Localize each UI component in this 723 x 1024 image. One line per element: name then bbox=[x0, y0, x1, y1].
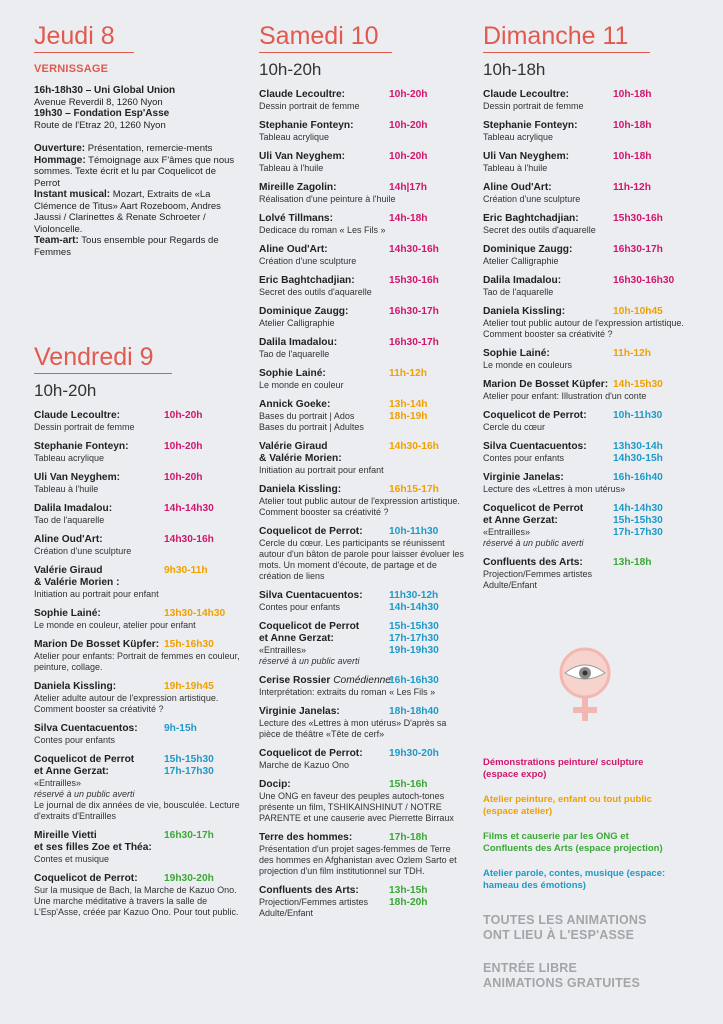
event-item bbox=[259, 337, 467, 360]
venue-2-address: Route de l'Etraz 20, 1260 Nyon bbox=[34, 119, 166, 131]
event-item bbox=[34, 472, 244, 495]
event-time: 14h-14h30 bbox=[613, 503, 663, 514]
event-time: 10h-10h45 bbox=[613, 306, 663, 317]
day-title-jeudi: Jeudi 8 bbox=[34, 22, 134, 53]
event-name: Mireille Vietti bbox=[34, 830, 97, 841]
event-name: Claude Lecoultre: bbox=[34, 410, 121, 421]
event-name-role: Comédienne: bbox=[330, 675, 394, 686]
event-name: Daniela Kissling: bbox=[34, 681, 117, 692]
ouverture-label: Ouverture: bbox=[34, 143, 86, 154]
event-time: 15h-16h bbox=[389, 779, 428, 790]
event-item bbox=[259, 885, 467, 919]
event-desc: Dessin portrait de femme bbox=[34, 422, 135, 432]
event-desc-i: réservé à un public averti bbox=[483, 538, 584, 548]
event-time: 14h|17h bbox=[389, 182, 427, 193]
hours-samedi: 10h-20h bbox=[259, 60, 322, 79]
event-desc: Le monde en couleur, atelier pour enfant bbox=[34, 620, 196, 630]
event-desc: Contes pour enfants bbox=[483, 453, 565, 463]
event-name: Aline Oud'Art: bbox=[483, 182, 552, 193]
event-name: Silva Cuentacuentos: bbox=[34, 723, 138, 734]
event-name: Dalila Imadalou: bbox=[259, 337, 338, 348]
event-time3: 17h-17h30 bbox=[613, 527, 663, 538]
event-item bbox=[34, 723, 244, 746]
event-time: 16h30-17h bbox=[389, 306, 439, 317]
event-time: 10h-20h bbox=[389, 120, 428, 131]
footer-location: TOUTES LES ANIMATIONS ONT LIEU À L'ESP'ASSE bbox=[483, 913, 647, 942]
event-name: Sophie Lainé: bbox=[259, 368, 326, 379]
event-item bbox=[483, 379, 693, 402]
event-item bbox=[483, 410, 693, 433]
day-title-samedi: Samedi 10 bbox=[259, 22, 392, 53]
event-desc-i: réservé à un public averti bbox=[259, 656, 360, 666]
event-time: 10h-11h30 bbox=[613, 410, 663, 421]
event-desc: Initiation au portrait pour enfant bbox=[259, 465, 384, 475]
event-item bbox=[259, 484, 467, 518]
event-name: Dominique Zaugg: bbox=[259, 306, 349, 317]
event-time: 10h-18h bbox=[613, 120, 652, 131]
event-item bbox=[34, 639, 244, 673]
event-item bbox=[259, 832, 467, 877]
event-time: 13h-15h bbox=[389, 885, 428, 896]
event-name: Docip: bbox=[259, 779, 291, 790]
event-time2: 17h-17h30 bbox=[389, 633, 439, 644]
instant-musical-label: Instant musical: bbox=[34, 189, 111, 200]
event-desc: Projection/Femmes artistes bbox=[483, 569, 593, 579]
vernissage-heading: VERNISSAGE bbox=[34, 63, 109, 75]
event-name: Claude Lecoultre: bbox=[483, 89, 570, 100]
event-name2: et Anne Gerzat: bbox=[483, 515, 558, 526]
event-time: 14h30-16h bbox=[389, 244, 439, 255]
event-item bbox=[34, 565, 244, 600]
legend-green: Films et causerie par les ONG et Confluents des Arts (espace projection) bbox=[483, 831, 663, 854]
event-desc: Interprétation: extraits du roman « Les Fils » bbox=[259, 687, 436, 697]
event-name: Coquelicot de Perrot bbox=[34, 754, 135, 765]
hours-dimanche: 10h-18h bbox=[483, 60, 546, 79]
event-name: Stephanie Fonteyn: bbox=[483, 120, 578, 131]
column-jeudi-vendredi bbox=[34, 0, 244, 917]
event-time: 15h-15h30 bbox=[164, 754, 214, 765]
event-desc: «Entrailles» bbox=[259, 645, 307, 655]
event-desc: Secret des outils d'aquarelle bbox=[483, 225, 596, 235]
event-name: Uli Van Neyghem: bbox=[483, 151, 570, 162]
event-time: 16h30-16h30 bbox=[613, 275, 675, 286]
event-item bbox=[259, 779, 467, 824]
event-desc: Initiation au portrait pour enfant bbox=[34, 589, 159, 599]
event-desc: Atelier adulte autour de l'expression artistique. Comment booster sa créativité ? bbox=[34, 693, 219, 714]
event-desc: Tableau à l'huile bbox=[259, 163, 324, 173]
event-item bbox=[483, 89, 693, 112]
event-desc: Création d'une sculpture bbox=[34, 546, 132, 556]
legend-blue: Atelier parole, contes, musique (espace: hameau des émotions) bbox=[483, 868, 666, 891]
event-time: 9h30-11h bbox=[164, 565, 208, 576]
venue-1-address: Avenue Reverdil 8, 1260 Nyon bbox=[34, 96, 163, 108]
event-name: Uli Van Neyghem: bbox=[34, 472, 121, 483]
team-art-label: Team-art: bbox=[34, 235, 79, 246]
event-item bbox=[34, 534, 244, 557]
event-time: 13h-18h bbox=[613, 557, 652, 568]
event-time: 11h-12h bbox=[613, 348, 651, 359]
event-time: 15h-16h30 bbox=[164, 639, 214, 650]
event-desc: Le monde en couleur bbox=[259, 380, 344, 390]
event-time: 14h30-16h bbox=[164, 534, 214, 545]
event-name2: et ses filles Zoe et Théa: bbox=[34, 842, 152, 853]
event-name: Dominique Zaugg: bbox=[483, 244, 573, 255]
column-dimanche bbox=[483, 0, 693, 990]
event-name: Coquelicot de Perrot: bbox=[259, 526, 363, 537]
instant-musical-text: Mozart, Extraits de «La Clémence de Titus» Aart Rozeboom, Andres Jaussi / Clarinettes & Renate Schroeter / Violoncelle. bbox=[34, 189, 221, 235]
event-item bbox=[34, 681, 244, 715]
event-item bbox=[34, 608, 244, 631]
event-name: Virginie Janelas: bbox=[483, 472, 564, 483]
event-desc: Cercle du cœur bbox=[483, 422, 546, 432]
event-time: 19h30-20h bbox=[164, 873, 214, 884]
event-desc3: Le journal de dix années de vie, bousculée. Lecture d'extraits d'Entrailles bbox=[34, 800, 240, 821]
event-desc: Dessin portrait de femme bbox=[483, 101, 584, 111]
event-name: Daniela Kissling: bbox=[259, 484, 342, 495]
legend-orange: Atelier peinture, enfant ou tout public (espace atelier) bbox=[483, 794, 652, 817]
event-name: Virginie Janelas: bbox=[259, 706, 340, 717]
event-desc2: Bases du portrait | Adultes bbox=[259, 422, 364, 432]
event-name: Coquelicot de Perrot: bbox=[483, 410, 587, 421]
event-item bbox=[259, 441, 467, 476]
event-item bbox=[483, 151, 693, 174]
event-desc: Tao de l'aquarelle bbox=[483, 287, 554, 297]
event-item bbox=[259, 151, 467, 174]
venue-2-time: 19h30 – Fondation Esp'Asse bbox=[34, 108, 170, 119]
event-item bbox=[483, 182, 693, 205]
event-item bbox=[34, 410, 244, 433]
event-desc: Lecture des «Lettres à mon utérus» D'après sa pièce de théâtre «Tête de cerf» bbox=[259, 718, 447, 739]
event-desc: Atelier Calligraphie bbox=[259, 318, 335, 328]
event-item bbox=[259, 368, 467, 391]
event-name: Valérie Giraud bbox=[34, 565, 103, 576]
event-desc: Tao de l'aquarelle bbox=[259, 349, 330, 359]
event-item bbox=[259, 748, 467, 771]
event-name: Coquelicot de Perrot bbox=[259, 621, 360, 632]
event-item bbox=[259, 590, 467, 613]
event-name2: & Valérie Morien: bbox=[259, 453, 342, 464]
event-time: 17h-18h bbox=[389, 832, 428, 843]
event-time: 10h-20h bbox=[164, 441, 203, 452]
event-time: 11h-12h bbox=[389, 368, 427, 379]
event-desc: Tableau acrylique bbox=[259, 132, 330, 142]
event-name: Confluents des Arts: bbox=[259, 885, 359, 896]
event-desc: Tableau à l'huile bbox=[483, 163, 548, 173]
event-desc: Contes pour enfants bbox=[259, 602, 341, 612]
event-item bbox=[34, 830, 244, 865]
event-desc: Atelier pour enfant: Illustration d'un conte bbox=[483, 391, 647, 401]
event-desc: Réalisation d'une peinture à l'huile bbox=[259, 194, 396, 204]
event-name: Sophie Lainé: bbox=[483, 348, 550, 359]
event-time: 11h30-12h bbox=[389, 590, 439, 601]
hommage-item bbox=[34, 155, 244, 190]
instant-musical-item bbox=[34, 189, 244, 235]
event-item bbox=[483, 275, 693, 298]
event-desc: Présentation d'un projet sages-femmes de Terre des hommes en Afghanistan avec Ozlem Sarto et projection d'un film institutionnel sur TDH. bbox=[259, 844, 457, 876]
event-time: 14h-15h30 bbox=[613, 379, 663, 390]
event-item bbox=[34, 503, 244, 526]
event-desc: «Entrailles» bbox=[34, 778, 82, 788]
event-name2: et Anne Gerzat: bbox=[34, 766, 109, 777]
event-item bbox=[259, 675, 467, 698]
event-time: 15h30-16h bbox=[613, 213, 663, 224]
event-item bbox=[34, 441, 244, 464]
event-time: 16h30-17h bbox=[164, 830, 214, 841]
event-desc: Création d'une sculpture bbox=[259, 256, 357, 266]
event-time: 10h-11h30 bbox=[389, 526, 439, 537]
venus-eye-icon bbox=[555, 645, 615, 725]
event-desc: Sur la musique de Bach, la Marche de Kazuo Ono. Une marche méditative à travers la salle de L'Esp'Asse, créée par Kazuo Ono. Pour tout public. bbox=[34, 885, 239, 917]
dimanche-section bbox=[483, 22, 693, 591]
event-time: 10h-20h bbox=[164, 472, 203, 483]
event-time: 16h30-17h bbox=[613, 244, 663, 255]
event-time: 16h15-17h bbox=[389, 484, 439, 495]
event-desc: Bases du portrait | Ados bbox=[259, 411, 355, 421]
event-desc: Secret des outils d'aquarelle bbox=[259, 287, 372, 297]
event-time: 10h-18h bbox=[613, 89, 652, 100]
event-item bbox=[259, 275, 467, 298]
event-desc: Dedicace du roman « Les Fils » bbox=[259, 225, 386, 235]
event-item bbox=[259, 706, 467, 740]
event-time: 9h-15h bbox=[164, 723, 197, 734]
event-name: Sophie Lainé: bbox=[34, 608, 101, 619]
event-item bbox=[483, 348, 693, 371]
event-item bbox=[259, 526, 467, 582]
vendredi-section bbox=[34, 343, 244, 926]
event-time: 13h-14h bbox=[389, 399, 428, 410]
event-time2: 18h-19h bbox=[389, 411, 428, 422]
event-desc: Atelier Calligraphie bbox=[483, 256, 559, 266]
day-title-vendredi: Vendredi 9 bbox=[34, 343, 172, 374]
event-name: Valérie Giraud bbox=[259, 441, 328, 452]
event-name: Dalila Imadalou: bbox=[34, 503, 113, 514]
event-item bbox=[259, 213, 467, 236]
event-time2: 17h-17h30 bbox=[164, 766, 214, 777]
event-time: 13h30-14h30 bbox=[164, 608, 226, 619]
venue-1-time: 16h-18h30 – Uni Global Union bbox=[34, 85, 176, 96]
event-time: 19h30-20h bbox=[389, 748, 439, 759]
event-time: 15h30-16h bbox=[389, 275, 439, 286]
event-time2: 14h-14h30 bbox=[389, 602, 439, 613]
event-desc: Tableau à l'huile bbox=[34, 484, 99, 494]
event-time: 13h30-14h bbox=[613, 441, 663, 452]
event-item bbox=[259, 244, 467, 267]
vernissage-venues bbox=[34, 85, 244, 131]
event-desc: «Entrailles» bbox=[483, 527, 531, 537]
legend-pink: Démonstrations peinture/ sculpture (espace expo) bbox=[483, 757, 644, 780]
event-item bbox=[34, 754, 244, 822]
event-desc: Le monde en couleurs bbox=[483, 360, 573, 370]
footer-entry: ENTRÉE LIBRE ANIMATIONS GRATUITES bbox=[483, 961, 641, 990]
column-samedi bbox=[259, 0, 467, 927]
event-item bbox=[483, 244, 693, 267]
legend bbox=[483, 757, 673, 905]
event-desc: Tableau acrylique bbox=[34, 453, 105, 463]
event-item bbox=[483, 306, 693, 340]
event-name: Cerise Rossier Comédienne: bbox=[259, 675, 394, 686]
event-time: 10h-18h bbox=[613, 151, 652, 162]
event-item bbox=[259, 399, 467, 433]
event-time: 10h-20h bbox=[389, 151, 428, 162]
event-desc: Cercle du cœur. Les participants se réunissent autour d'un bâton de parole pour laisser évoluer les mots. Un moment d'écoute, de partage et de création de liens bbox=[259, 538, 464, 581]
event-name: Silva Cuentacuentos: bbox=[259, 590, 363, 601]
event-time: 19h-19h45 bbox=[164, 681, 214, 692]
team-art-text: Tous ensemble pour Regards de Femmes bbox=[34, 235, 219, 258]
hommage-text: Témoignage aux F'âmes que nous sommes. Texte écrit et lu par Coquelicot de Perrot bbox=[34, 154, 235, 189]
footer bbox=[483, 913, 653, 1001]
event-name: Uli Van Neyghem: bbox=[259, 151, 346, 162]
event-time2: 14h30-15h bbox=[613, 453, 663, 464]
event-name: Claude Lecoultre: bbox=[259, 89, 346, 100]
event-item bbox=[259, 89, 467, 112]
event-desc: Une ONG en faveur des peuples autoch-tones présente un film, TSHIKAINSHINUT / NOTRE PARENTE et une causerie avec Pierrette Birraux bbox=[259, 791, 454, 823]
event-name: Coquelicot de Perrot bbox=[483, 503, 584, 514]
event-desc: Création d'une sculpture bbox=[483, 194, 581, 204]
event-name: Aline Oud'Art: bbox=[259, 244, 328, 255]
event-desc: Marche de Kazuo Ono bbox=[259, 760, 350, 770]
ouverture-item bbox=[34, 143, 244, 155]
event-time: 16h30-17h bbox=[389, 337, 439, 348]
event-desc: Contes pour enfants bbox=[34, 735, 116, 745]
event-name: Stephanie Fonteyn: bbox=[34, 441, 129, 452]
jeudi-section bbox=[34, 22, 244, 258]
event-desc: Dessin portrait de femme bbox=[259, 101, 360, 111]
event-item bbox=[259, 306, 467, 329]
team-art-item bbox=[34, 235, 244, 258]
event-name: Silva Cuentacuentos: bbox=[483, 441, 587, 452]
event-name: Eric Baghtchadjian: bbox=[483, 213, 579, 224]
event-name: Dalila Imadalou: bbox=[483, 275, 562, 286]
event-desc: Atelier pour enfants: Portrait de femmes en couleur, peinture, collage. bbox=[34, 651, 240, 672]
event-desc: Atelier tout public autour de l'expression artistique. Comment booster sa créativité ? bbox=[259, 496, 460, 517]
event-time2: 18h-20h bbox=[389, 897, 428, 908]
event-desc: Tao de l'aquarelle bbox=[34, 515, 105, 525]
event-time2: 15h-15h30 bbox=[613, 515, 663, 526]
opening-program bbox=[34, 143, 244, 258]
event-name: Daniela Kissling: bbox=[483, 306, 566, 317]
event-name2: & Valérie Morien : bbox=[34, 577, 120, 588]
event-name: Aline Oud'Art: bbox=[34, 534, 103, 545]
event-desc2: Adulte/Enfant bbox=[259, 908, 314, 918]
day-title-dimanche: Dimanche 11 bbox=[483, 22, 650, 53]
event-item bbox=[259, 621, 467, 667]
event-time: 16h-16h30 bbox=[389, 675, 439, 686]
ouverture-text: Présentation, remercie-ments bbox=[85, 143, 213, 154]
event-name: Marion De Bosset Küpfer: bbox=[34, 639, 160, 650]
event-item bbox=[483, 557, 693, 591]
event-item bbox=[483, 441, 693, 464]
event-time: 18h-18h40 bbox=[389, 706, 439, 717]
event-desc: Lecture des «Lettres à mon utérus» bbox=[483, 484, 626, 494]
event-name: Mireille Zagolin: bbox=[259, 182, 337, 193]
event-desc-i: réservé à un public averti bbox=[34, 789, 135, 799]
event-item bbox=[483, 120, 693, 143]
event-time: 15h-15h30 bbox=[389, 621, 439, 632]
event-time: 10h-20h bbox=[164, 410, 203, 421]
event-name: Annick Goeke: bbox=[259, 399, 331, 410]
event-name: Lolvé Tillmans: bbox=[259, 213, 333, 224]
event-time: 10h-20h bbox=[389, 89, 428, 100]
events-samedi bbox=[259, 89, 467, 919]
event-item bbox=[34, 873, 244, 918]
event-name: Marion De Bosset Küpfer: bbox=[483, 379, 609, 390]
event-desc2: Adulte/Enfant bbox=[483, 580, 538, 590]
event-time: 16h-16h40 bbox=[613, 472, 663, 483]
events-vendredi bbox=[34, 410, 244, 918]
event-time3: 19h-19h30 bbox=[389, 645, 439, 656]
event-time: 14h-18h bbox=[389, 213, 428, 224]
events-dimanche bbox=[483, 89, 693, 591]
event-name: Coquelicot de Perrot: bbox=[259, 748, 363, 759]
event-name: Confluents des Arts: bbox=[483, 557, 583, 568]
event-name: Eric Baghtchadjian: bbox=[259, 275, 355, 286]
event-desc: Projection/Femmes artistes bbox=[259, 897, 369, 907]
event-desc: Tableau acrylique bbox=[483, 132, 554, 142]
event-name: Coquelicot de Perrot: bbox=[34, 873, 138, 884]
event-name2: et Anne Gerzat: bbox=[259, 633, 334, 644]
event-item bbox=[483, 472, 693, 495]
hours-vendredi: 10h-20h bbox=[34, 381, 97, 400]
venus-eye-logo bbox=[555, 645, 615, 730]
event-item bbox=[483, 213, 693, 236]
event-time: 14h-14h30 bbox=[164, 503, 214, 514]
hommage-label: Hommage: bbox=[34, 154, 86, 166]
event-name: Stephanie Fonteyn: bbox=[259, 120, 354, 131]
event-item bbox=[483, 503, 693, 549]
event-item bbox=[259, 120, 467, 143]
event-name: Terre des hommes: bbox=[259, 832, 353, 843]
event-desc: Contes et musique bbox=[34, 854, 110, 864]
samedi-section bbox=[259, 22, 467, 919]
event-desc: Atelier tout public autour de l'expression artistique. Comment booster sa créativité ? bbox=[483, 318, 684, 339]
event-time: 11h-12h bbox=[613, 182, 651, 193]
event-time: 14h30-16h bbox=[389, 441, 439, 452]
event-item bbox=[259, 182, 467, 205]
